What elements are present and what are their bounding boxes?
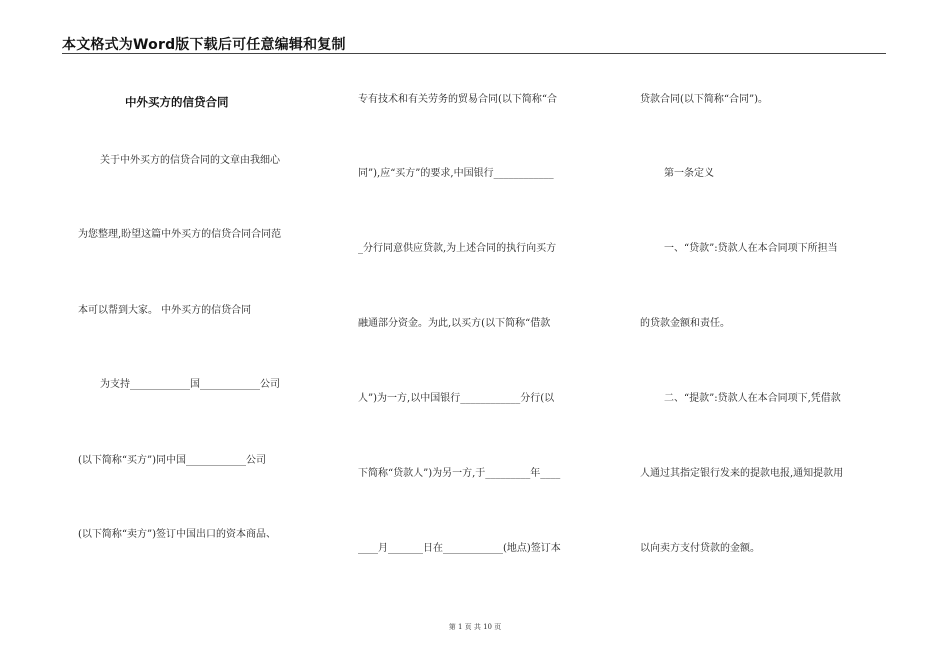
paragraph-line: ____月_______日在____________(地点)签订本: [358, 543, 561, 554]
page-header: 本文格式为Word版下载后可任意编辑和复制: [62, 37, 346, 53]
paragraph-line: 融通部分资金。为此,以买方(以下简称“借款: [358, 318, 551, 329]
paragraph-line: 贷款合同(以下简称“合同”)。: [640, 94, 769, 105]
paragraph-line: 关于中外买方的信贷合同的文章由我细心: [100, 155, 280, 166]
paragraph-line: _分行同意供应贷款,为上述合同的执行向买方: [358, 243, 557, 254]
paragraph-line: 一、“贷款”:贷款人在本合同项下所担当: [664, 243, 838, 254]
paragraph-line: 人通过其指定银行发来的提款电报,通知提款用: [640, 468, 844, 479]
paragraph-line: (以下简称“卖方”)签订中国出口的资本商品、: [78, 529, 277, 540]
paragraph-line: 同”),应“买方”的要求,中国银行____________: [358, 168, 554, 179]
paragraph-line: 为您整理,盼望这篇中外买方的信贷合同合同范: [78, 229, 282, 240]
paragraph-line: 以向卖方支付贷款的金额。: [640, 543, 760, 554]
header-rule: [62, 53, 886, 54]
section-heading: 第一条定义: [664, 168, 714, 179]
paragraph-line: 人”)为一方,以中国银行____________分行(以: [358, 393, 555, 404]
page-number-footer: 第 1 页 共 10 页: [448, 623, 502, 631]
paragraph-line: 的贷款金额和责任。: [640, 318, 730, 329]
paragraph-line: 为支持____________国____________公司: [100, 379, 280, 390]
paragraph-line: 二、“提款”:贷款人在本合同项下,凭借款: [664, 393, 841, 404]
paragraph-line: 下简称“贷款人”)为另一方,于_________年____: [358, 468, 561, 479]
paragraph-line: (以下简称“买方”)同中国____________公司: [78, 455, 267, 466]
document-title: 中外买方的信贷合同: [125, 95, 229, 109]
paragraph-line: 本可以帮到大家。 中外买方的信贷合同: [78, 305, 252, 316]
paragraph-line: 专有技术和有关劳务的贸易合同(以下简称“合: [358, 94, 558, 105]
